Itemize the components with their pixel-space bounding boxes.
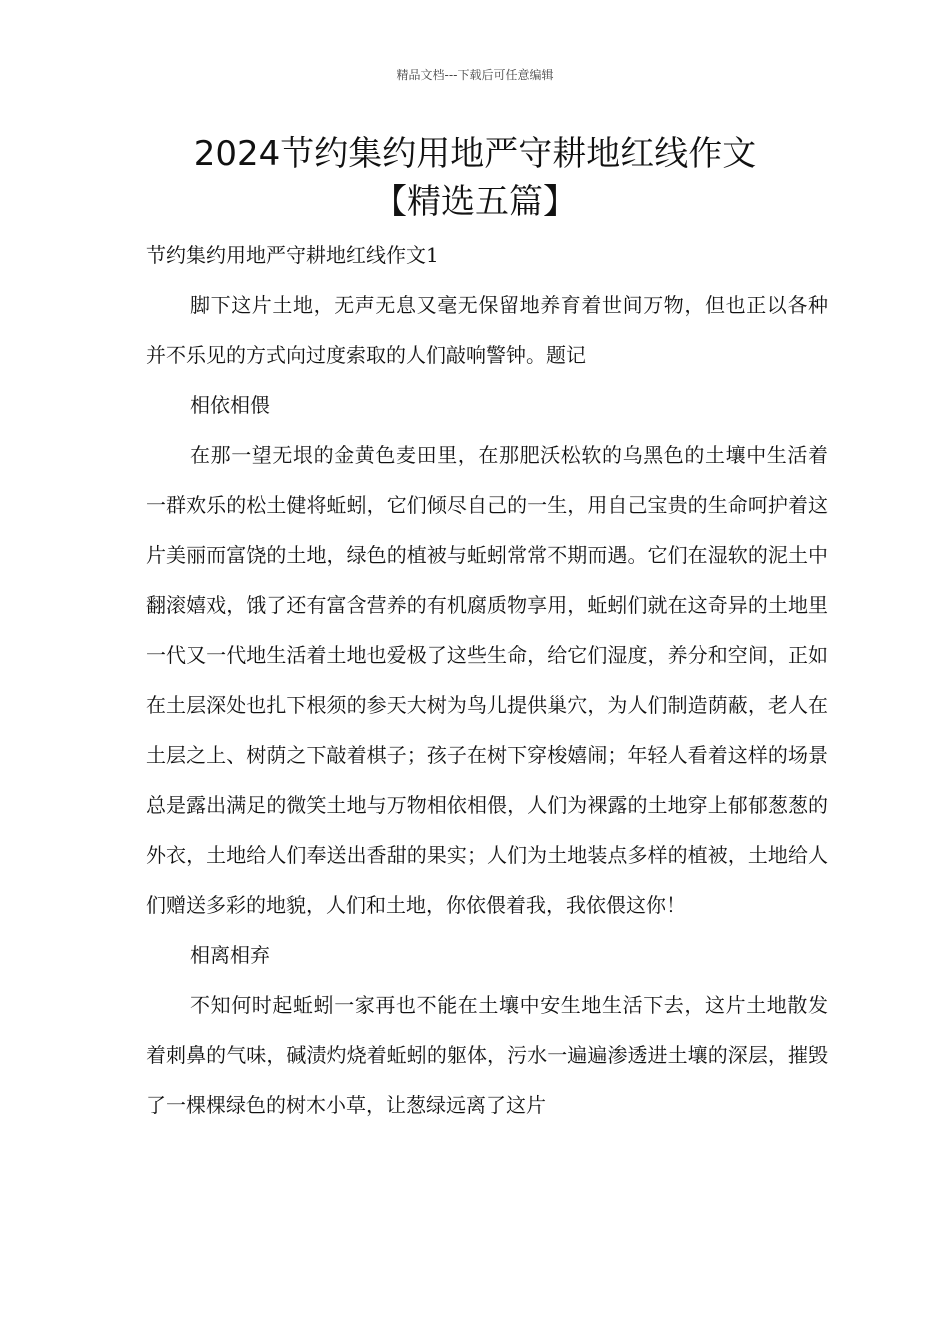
subheading-xiangyi: 相依相偎 [190, 393, 270, 417]
document-title [100, 130, 850, 226]
subheading-xiangli: 相离相弃 [190, 943, 270, 967]
paragraph-body-1: 在那一望无垠的金黄色麦田里，在那肥沃松软的乌黑色的土壤中生活着一群欢乐的松土健将蚯蚓，它们倾尽自己的一生，用自己宝贵的生命呵护着这片美丽而富饶的土地，绿色的植被与蚯蚓常常不期而遇。它们在湿软的泥土中翻滚嬉戏，饿了还有富含营养的有机腐质物享用，蚯蚓们就在这奇异的土地里一代又一代地生活着土地也爱极了这些生命，给它们湿度，养分和空间，正如在土层深处也扎下根须的参天大树为鸟儿提供巢穴，为人们制造荫蔽，老人在土层之上、树荫之下敲着棋子；孩子在树下穿梭嬉闹；年轻人看着这样的场景总是露出满足的微笑土地与万物相依相偎，人们为裸露的土地穿上郁郁葱葱的外衣，土地给人们奉送出香甜的果实；人们为土地装点多样的植被，土地给人们赠送多彩的地貌，人们和土地，你依偎着我，我依偎这你！ [146, 443, 828, 917]
page-header: 精品文档---下载后可任意编辑 [396, 68, 554, 82]
paragraph-intro: 脚下这片土地，无声无息又毫无保留地养育着世间万物，但也正以各种并不乐见的方式向过度索取的人们敲响警钟。题记 [146, 293, 828, 367]
document-body [146, 230, 828, 1130]
section-title: 节约集约用地严守耕地红线作文1 [146, 243, 439, 267]
title-line-1: 2024节约集约用地严守耕地红线作文 [193, 134, 757, 174]
paragraph-body-2: 不知何时起蚯蚓一家再也不能在土壤中安生地生活下去，这片土地散发着刺鼻的气味，碱渍灼烧着蚯蚓的躯体，污水一遍遍渗透进土壤的深层，摧毁了一棵棵绿色的树木小草，让葱绿远离了这片 [146, 993, 828, 1117]
title-line-2: 【精选五篇】 [373, 182, 577, 222]
